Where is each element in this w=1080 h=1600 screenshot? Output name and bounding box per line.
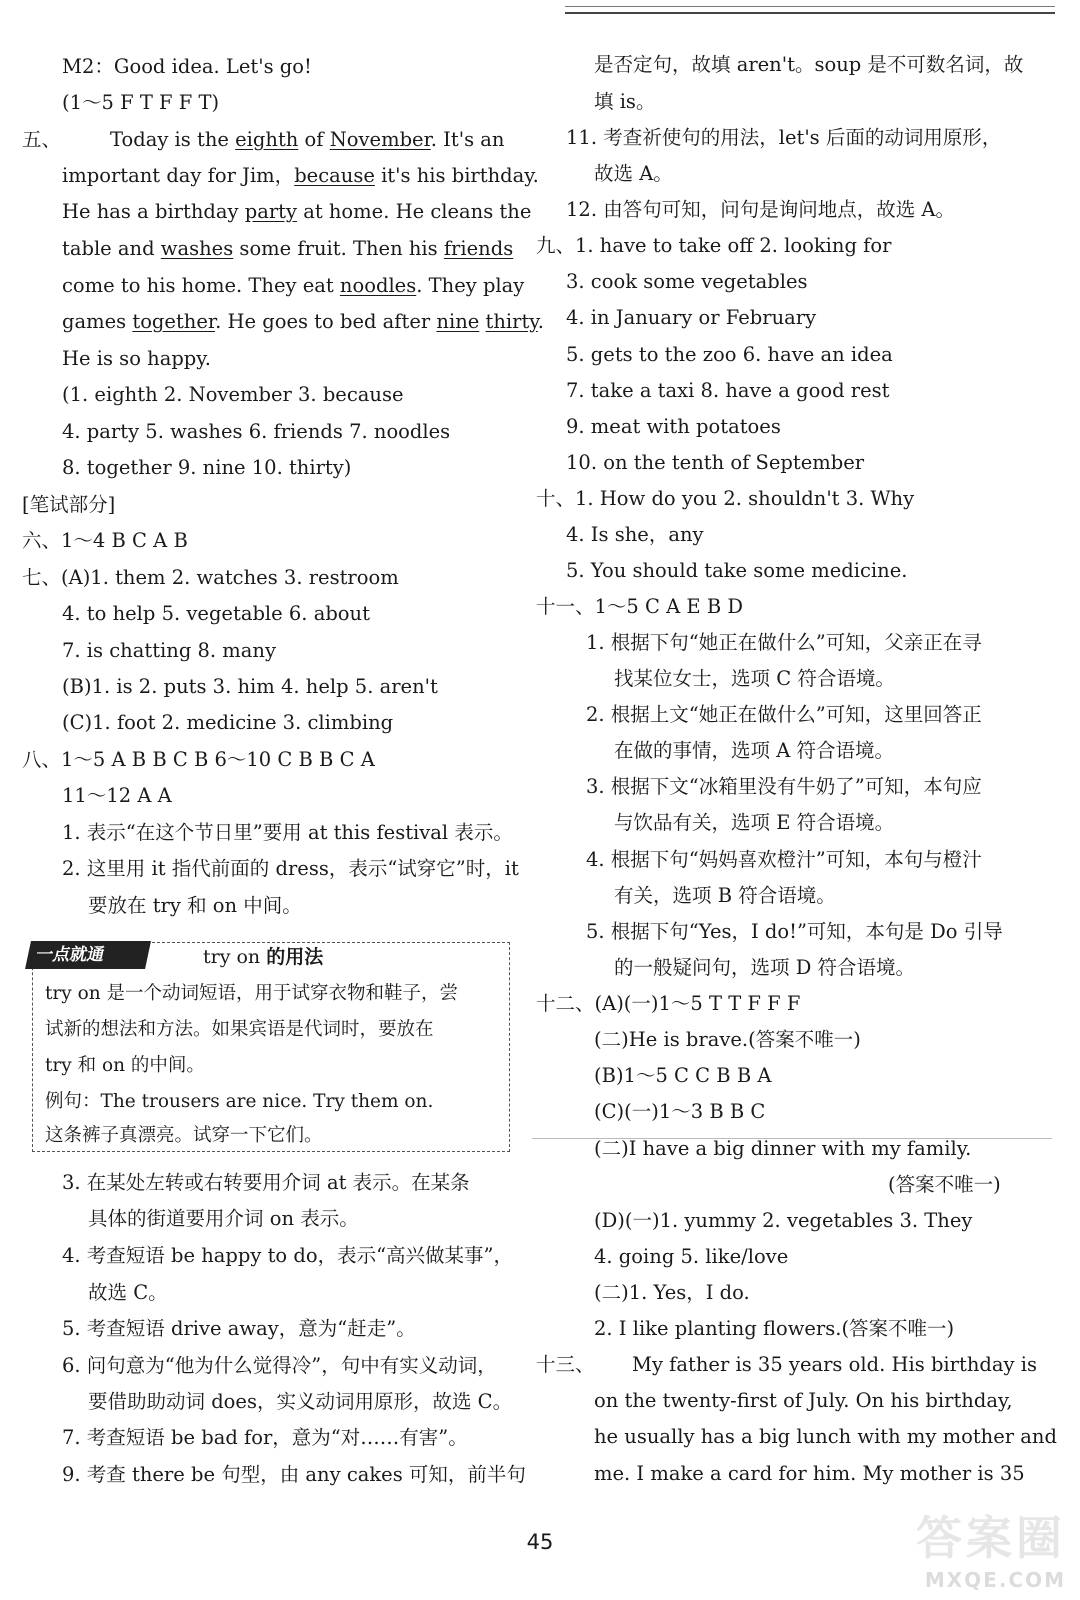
right-line: 找某位女士，选项 C 符合语境。: [614, 667, 895, 690]
left-line: 六、1～4 B C A B: [22, 529, 188, 552]
right-line: 7. take a taxi 8. have a good rest: [566, 379, 890, 402]
passage-text: . It's an: [430, 128, 505, 151]
answer-word: washes: [160, 237, 234, 260]
left-line: 具体的街道要用介词 on 表示。: [88, 1207, 359, 1230]
left-line: 要放在 try 和 on 中间。: [88, 894, 302, 917]
watermark-domain: MXQE.COM: [924, 1568, 1066, 1592]
page-number: 45: [526, 1530, 554, 1554]
right-line: 的一般疑问句，选项 D 符合语境。: [614, 956, 916, 979]
right-line: 10. on the tenth of September: [566, 451, 865, 474]
right-line: 在做的事情，选项 A 符合语境。: [614, 739, 894, 762]
tip-line: try on 是一个动词短语，用于试穿衣物和鞋子，尝: [45, 983, 459, 1004]
right-line: 5. gets to the zoo 6. have an idea: [566, 343, 893, 366]
tip-line: 试新的想法和方法。如果宾语是代词时，要放在: [45, 1019, 434, 1040]
answer-word: because: [294, 164, 375, 187]
left-line: come to his home. They eat noodles. They play: [62, 274, 525, 297]
right-line: 5. 根据下句“Yes，I do!”可知，本句是 Do 引导: [586, 920, 1003, 943]
tip-box: [32, 942, 510, 1152]
tip-title: [203, 943, 323, 971]
right-line: 十、1. How do you 2. shouldn't 3. Why: [536, 487, 915, 510]
left-line: He is so happy.: [62, 347, 211, 370]
right-line: me. I make a card for him. My mother is 35: [594, 1462, 1025, 1485]
right-line: (答案不唯一): [888, 1173, 1001, 1196]
watermark-logo: 答案圈: [916, 1511, 1066, 1565]
left-line: 7. is chatting 8. many: [62, 639, 276, 662]
answer-word: thirty: [485, 310, 538, 333]
left-line: 4. 考查短语 be happy to do，表示“高兴做某事”，: [62, 1244, 514, 1267]
tip-line: try 和 on 的中间。: [45, 1055, 205, 1076]
scan-divider: [532, 1138, 1052, 1139]
left-line: important day for Jim，because it's his birthday.: [62, 164, 539, 187]
watermark: [916, 1502, 1066, 1592]
right-line: he usually has a big lunch with my mother and: [594, 1425, 1057, 1448]
passage-line-first: [110, 125, 504, 155]
answer-word: noodles: [339, 274, 417, 297]
left-line: 5. 考查短语 drive away，意为“赶走”。: [62, 1317, 416, 1340]
right-line: 9. meat with potatoes: [566, 415, 781, 438]
right-line: (B)1～5 C C B B A: [594, 1064, 772, 1087]
right-line: 11. 考查祈使句的用法，let's 后面的动词用原形，: [566, 126, 1002, 149]
left-line: 8. together 9. nine 10. thirty): [62, 456, 352, 479]
right-line: 4. in January or February: [566, 306, 817, 329]
answer-word: eighth: [235, 128, 299, 151]
header-rule-thick: [565, 12, 1055, 14]
right-line: 3. cook some vegetables: [566, 270, 808, 293]
right-line: 5. You should take some medicine.: [566, 559, 908, 582]
right-line: 1. 根据下句“她正在做什么”可知，父亲正在寻: [586, 631, 982, 654]
right-line: (二)He is brave.(答案不唯一): [594, 1028, 861, 1051]
left-line: 1. 表示“在这个节日里”要用 at this festival 表示。: [62, 821, 513, 844]
left-line: He has a birthday party at home. He cleans the: [62, 200, 532, 223]
right-line: 3. 根据下文“冰箱里没有牛奶了”可知，本句应: [586, 775, 982, 798]
right-line: 与饮品有关，选项 E 符合语境。: [614, 811, 895, 834]
left-line: 6. 问句意为“他为什么觉得冷”，句中有实义动词，: [62, 1354, 497, 1377]
left-line: table and washes some fruit. Then his friends: [62, 237, 514, 260]
right-line: 十二、(A)(一)1～5 T T F F F: [536, 992, 801, 1015]
passage-text: Today is the: [110, 128, 236, 151]
left-line: (C)1. foot 2. medicine 3. climbing: [62, 711, 394, 734]
right-line: 填 is。: [594, 90, 656, 113]
left-line: 要借助助动词 does，实义动词用原形，故选 C。: [88, 1390, 513, 1413]
left-line: (1～5 F T F F T): [62, 91, 220, 114]
header-rule-thin: [565, 6, 1055, 7]
right-line: (二)I have a big dinner with my family.: [594, 1137, 972, 1160]
right-line: 十一、1～5 C A E B D: [536, 595, 744, 618]
left-line: [笔试部分]: [22, 493, 116, 516]
right-line: 4. 根据下句“妈妈喜欢橙汁”可知，本句与橙汁: [586, 848, 982, 871]
left-line: 7. 考查短语 be bad for，意为“对……有害”。: [62, 1426, 468, 1449]
right-line: 十三、: [536, 1353, 595, 1376]
left-line: 4. to help 5. vegetable 6. about: [62, 602, 370, 625]
passage-text: of: [298, 128, 330, 151]
left-line: 八、1～5 A B B C B 6～10 C B B C A: [22, 748, 375, 771]
right-line: (二)1. Yes，I do.: [594, 1281, 750, 1304]
left-line: (1. eighth 2. November 3. because: [62, 383, 404, 406]
right-line: on the twenty-first of July. On his birthday,: [594, 1389, 1013, 1412]
answer-word: party: [244, 200, 298, 223]
tip-label: 一点就通: [25, 941, 151, 969]
left-line: games together. He goes to bed after nine thirty.: [62, 310, 544, 333]
right-line: (C)(一)1～3 B B C: [594, 1100, 766, 1123]
tip-title-suffix: 的用法: [266, 946, 324, 968]
right-line: 有关，选项 B 符合语境。: [614, 884, 836, 907]
right-line: 2. I like planting flowers.(答案不唯一): [594, 1317, 955, 1340]
right-line: 4. Is she，any: [566, 523, 704, 546]
left-line: 9. 考查 there be 句型，由 any cakes 可知，前半句: [62, 1463, 526, 1486]
tip-line: 例句：The trousers are nice. Try them on.: [45, 1091, 434, 1112]
answer-word: November: [329, 128, 431, 151]
answer-word: together: [132, 310, 216, 333]
left-line: 4. party 5. washes 6. friends 7. noodles: [62, 420, 451, 443]
left-line: 2. 这里用 it 指代前面的 dress，表示“试穿它”时，it: [62, 857, 519, 880]
left-line: 五、: [22, 128, 62, 151]
right-line: 4. going 5. like/love: [594, 1245, 789, 1268]
left-line: M2：Good idea. Let's go!: [62, 55, 312, 78]
left-line: (B)1. is 2. puts 3. him 4. help 5. aren't: [62, 675, 438, 698]
passage-13-first-line: My father is 35 years old. His birthday is: [632, 1353, 1037, 1376]
left-line: 故选 C。: [88, 1281, 168, 1304]
right-line: 九、1. have to take off 2. looking for: [536, 234, 892, 257]
tip-line: 这条裤子真漂亮。试穿一下它们。: [45, 1125, 323, 1146]
right-line: 12. 由答句可知，问句是询问地点，故选 A。: [566, 198, 955, 221]
answer-word: nine: [436, 310, 480, 333]
right-line: (D)(一)1. yummy 2. vegetables 3. They: [594, 1209, 973, 1232]
right-line: 2. 根据上文“她正在做什么”可知，这里回答正: [586, 703, 982, 726]
answer-word: friends: [443, 237, 514, 260]
right-line: 是否定句，故填 aren't。soup 是不可数名词，故: [594, 53, 1024, 76]
right-line: 故选 A。: [594, 162, 673, 185]
left-line: 七、(A)1. them 2. watches 3. restroom: [22, 566, 399, 589]
left-line: 11～12 A A: [62, 784, 172, 807]
tip-title-phrase: try on: [203, 946, 261, 968]
left-line: 3. 在某处左转或右转要用介词 at 表示。在某条: [62, 1171, 470, 1194]
